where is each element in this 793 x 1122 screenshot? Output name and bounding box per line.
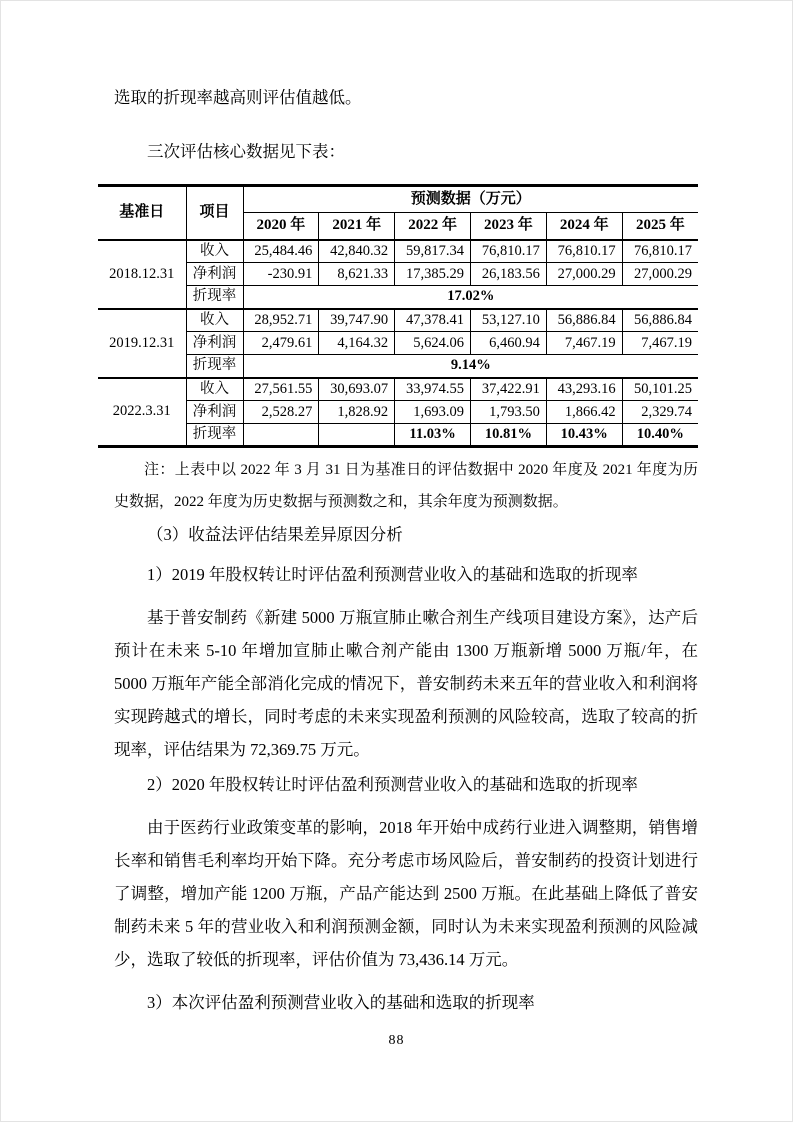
table-row [98, 401, 698, 424]
table-cell: 50,101.25 [622, 378, 698, 401]
table-cell: 7,467.19 [546, 332, 622, 355]
discount-rate-merged-cell: 9.14% [243, 355, 698, 378]
table-cell: 26,183.56 [470, 263, 546, 286]
table-cell: 59,817.34 [395, 240, 471, 263]
row-label-income: 收入 [186, 240, 243, 263]
table-row [98, 309, 698, 332]
table-cell: 76,810.17 [622, 240, 698, 263]
discount-rate-merged-cell: 17.02% [243, 286, 698, 309]
header-item: 项目 [186, 186, 243, 240]
table-header [98, 186, 698, 240]
table-cell: 4,164.32 [319, 332, 395, 355]
table-cell: 2,329.74 [622, 401, 698, 424]
table-cell: 2,479.61 [243, 332, 319, 355]
base-date-cell: 2019.12.31 [98, 309, 186, 378]
header-year-2021: 2021 年 [319, 213, 395, 240]
table-cell: 56,886.84 [622, 309, 698, 332]
header-year-2024: 2024 年 [546, 213, 622, 240]
table-cell: 27,000.29 [546, 263, 622, 286]
table-cell: 1,866.42 [546, 401, 622, 424]
discount-rate-cell [319, 424, 395, 447]
table-cell: 27,561.55 [243, 378, 319, 401]
row-label-net-profit: 净利润 [186, 263, 243, 286]
table-cell: 27,000.29 [622, 263, 698, 286]
header-year-2023: 2023 年 [470, 213, 546, 240]
table-cell: 42,840.32 [319, 240, 395, 263]
table-cell: 5,624.06 [395, 332, 471, 355]
table-cell: 1,828.92 [319, 401, 395, 424]
row-label-net-profit: 净利润 [186, 332, 243, 355]
intro-paragraph: 选取的折现率越高则评估值越低。 [114, 88, 362, 107]
table-row [98, 240, 698, 263]
table-cell: 33,974.55 [395, 378, 471, 401]
table-cell: 37,422.91 [470, 378, 546, 401]
header-year-2025: 2025 年 [622, 213, 698, 240]
page-content [98, 81, 698, 1019]
table-cell: 53,127.10 [470, 309, 546, 332]
table-cell: 28,952.71 [243, 309, 319, 332]
header-forecast-data: 预测数据（万元） [243, 186, 698, 213]
section-heading-3: （3）收益法评估结果差异原因分析 [147, 525, 403, 544]
paragraph-2020-transfer: 由于医药行业政策变革的影响，2018 年开始中成药行业进入调整期，销售增长率和销售毛利率均开始下降。充分考虑市场风险后，普安制药的投资计划进行了调整，增加产能 1200 万瓶，产品产能达到 2500 万瓶。在此基础上降低了普安制药未来 5 年的营业收入和利润预测金额，同时认为未来实现盈利预测的风险减少，选取了较低的折现率，评估价值为 73,436.14 万元。 [114, 818, 698, 969]
header-base-date: 基准日 [98, 186, 186, 240]
row-label-net-profit: 净利润 [186, 401, 243, 424]
table-cell: 25,484.46 [243, 240, 319, 263]
table-cell: 56,886.84 [546, 309, 622, 332]
valuation-core-data-table [98, 184, 698, 448]
subsection-heading-3: 3）本次评估盈利预测营业收入的基础和选取的折现率 [147, 993, 535, 1012]
subsection-heading-2: 2）2020 年股权转让时评估盈利预测营业收入的基础和选取的折现率 [147, 775, 638, 794]
table-note: 注：上表中以 2022 年 3 月 31 日为基准日的评估数据中 2020 年度及 2021 年度为历史数据，2022 年度为历史数据与预测数之和，其余年度为预测数据。 [114, 462, 698, 510]
table-cell: 1,693.09 [395, 401, 471, 424]
table-row [98, 378, 698, 401]
table-cell: 39,747.90 [319, 309, 395, 332]
base-date-cell: 2022.3.31 [98, 378, 186, 447]
row-label-income: 收入 [186, 378, 243, 401]
table-row [98, 286, 698, 309]
table-caption: 三次评估核心数据见下表： [147, 142, 345, 161]
table-cell: 1,793.50 [470, 401, 546, 424]
table-cell: 2,528.27 [243, 401, 319, 424]
table-cell: 76,810.17 [546, 240, 622, 263]
row-label-discount-rate: 折现率 [186, 355, 243, 378]
table-cell: 17,385.29 [395, 263, 471, 286]
discount-rate-cell: 10.43% [546, 424, 622, 447]
page-number: 88 [388, 1033, 405, 1048]
table-cell: -230.91 [243, 263, 319, 286]
subsection-heading-1: 1）2019 年股权转让时评估盈利预测营业收入的基础和选取的折现率 [147, 565, 638, 584]
table-row [98, 355, 698, 378]
table-cell: 8,621.33 [319, 263, 395, 286]
table-cell: 76,810.17 [470, 240, 546, 263]
discount-rate-cell: 10.81% [470, 424, 546, 447]
header-year-2022: 2022 年 [395, 213, 471, 240]
table-cell: 7,467.19 [622, 332, 698, 355]
base-date-cell: 2018.12.31 [98, 240, 186, 309]
table-row [98, 424, 698, 447]
table-cell: 30,693.07 [319, 378, 395, 401]
header-year-2020: 2020 年 [243, 213, 319, 240]
row-label-discount-rate: 折现率 [186, 424, 243, 447]
paragraph-2019-transfer: 基于普安制药《新建 5000 万瓶宣肺止嗽合剂生产线项目建设方案》，达产后预计在未来 5-10 年增加宣肺止嗽合剂产能由 1300 万瓶新增 5000 万瓶/年，在 5000 万瓶年产能全部消化完成的情况下，普安制药未来五年的营业收入和利润将实现跨越式的增长，同时考虑的未来实现盈利预测的风险较高，选取了较高的折现率，评估结果为 72,369.75 万元。 [114, 608, 698, 759]
row-label-income: 收入 [186, 309, 243, 332]
discount-rate-cell [243, 424, 319, 447]
table-cell: 6,460.94 [470, 332, 546, 355]
row-label-discount-rate: 折现率 [186, 286, 243, 309]
table-row [98, 263, 698, 286]
discount-rate-cell: 10.40% [622, 424, 698, 447]
table-cell: 47,378.41 [395, 309, 471, 332]
discount-rate-cell: 11.03% [395, 424, 471, 447]
table-cell: 43,293.16 [546, 378, 622, 401]
table-row [98, 332, 698, 355]
